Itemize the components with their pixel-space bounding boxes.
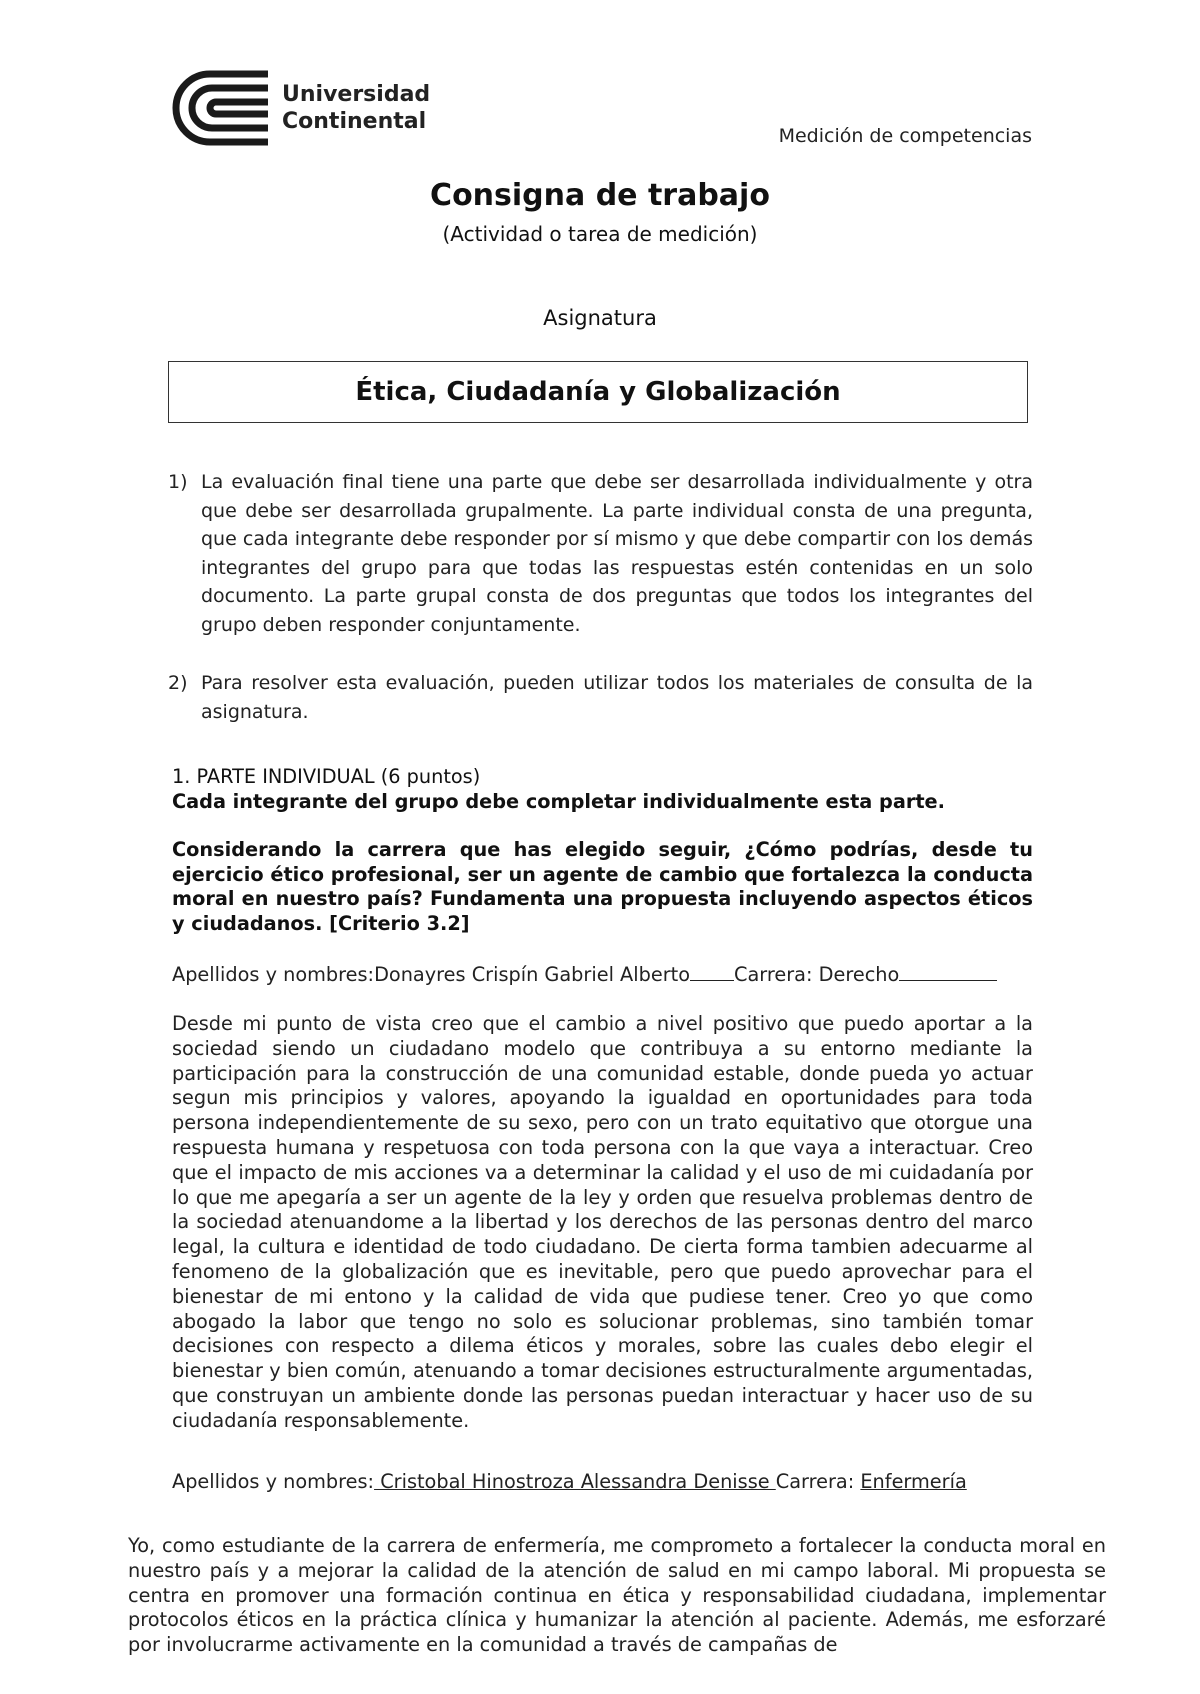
- student-name: Donayres Crispín Gabriel Alberto: [374, 963, 690, 986]
- logo-line-1: Universidad: [282, 82, 431, 107]
- student-name: Cristobal Hinostroza Alessandra Denisse: [374, 1470, 776, 1493]
- page-title: Consigna de trabajo: [430, 178, 770, 213]
- instruction-text: Para resolver esta evaluación, pueden utilizar todos los materiales de consulta de la asignatura.: [201, 672, 1033, 723]
- course-title: Ética, Ciudadanía y Globalización: [355, 377, 841, 407]
- underline-blank: [690, 962, 734, 981]
- part-heading: 1. PARTE INDIVIDUAL (6 puntos): [172, 765, 481, 788]
- university-logo-icon: [172, 70, 272, 146]
- header-label: Medición de competencias: [778, 125, 1032, 147]
- course-title-box: [168, 361, 1028, 423]
- instruction-number: 1): [168, 471, 188, 493]
- asignatura-label: Asignatura: [543, 306, 657, 330]
- logo-wordmark: [282, 81, 430, 135]
- instruction-item: [168, 468, 1033, 639]
- instruction-number: 2): [168, 672, 188, 694]
- name-label: Apellidos y nombres:: [172, 963, 375, 986]
- career-label: Carrera:: [734, 963, 813, 986]
- career-value: Derecho: [818, 963, 900, 986]
- logo-line-2: Continental: [282, 109, 427, 134]
- instruction-item: [168, 669, 1033, 726]
- underline-blank: [899, 962, 997, 981]
- question-text: Considerando la carrera que has elegido seguir, ¿Cómo podrías, desde tu ejercicio ético profesional, ser un agente de cambio que fortalezca la conducta moral en nuestro país? Fundamenta una propuesta incluyendo aspectos éticos y ciudadanos. [Criterio 3.2]: [172, 838, 1033, 935]
- career-label: Carrera:: [775, 1470, 855, 1493]
- student-1-answer: Desde mi punto de vista creo que el cambio a nivel positivo que puedo aportar a la sociedad siendo un ciudadano modelo que contribuya a su entorno mediante la participación para la construcción de una comunidad estable, donde pueda yo actuar segun mis principios y valores, apoyando la igualdad en oportunidades para toda persona independientemente de su sexo, pero con un trato equitativo que otorgue una respuesta humana y respetuosa con toda persona con la que vaya a interactuar. Creo que el impacto de mis acciones va a determinar la calidad y el uso de mi cuidadanía por lo que me apegaría a ser un agente de la ley y orden que resuelva problemas dentro de la sociedad atenuandome a la libertad y los derechos de las personas dentro del marco legal, la cultura e identidad de todo ciudadano. De cierta forma tambien adecuarme al fenomeno de la globalización que es inevitable, pero que puedo aprovechar para el bienestar de mi entono y la calidad de vida que pudiese tener. Creo yo que como abogado la labor que tengo no solo es solucionar problemas, sino también tomar decisiones con respecto a dilema éticos y morales, sobre las cuales debo elegir el bienestar y bien común, atenuando a tomar decisiones estructuralmente argumentadas, que construyan un ambiente donde las personas puedan interactuar y hacer uso de su ciudadanía responsablemente.: [172, 1012, 1033, 1432]
- page-subtitle: (Actividad o tarea de medición): [442, 222, 758, 246]
- university-logo: [172, 70, 430, 146]
- career-value: Enfermería: [860, 1470, 967, 1493]
- instruction-text: La evaluación final tiene una parte que debe ser desarrollada individualmente y otra que debe ser desarrollada grupalmente. La parte individual consta de una pregunta, que cada integrante debe responder por sí mismo y que debe compartir con los demás integrantes del grupo para que todas las respuestas estén contenidas en un solo documento. La parte grupal consta de dos preguntas que todos los integrantes del grupo deben responder conjuntamente.: [201, 471, 1033, 636]
- student-2-name-row: [172, 1470, 1033, 1495]
- student-1-name-row: [172, 962, 1033, 988]
- name-label: Apellidos y nombres:: [172, 1470, 375, 1493]
- part-subheading: Cada integrante del grupo debe completar individualmente esta parte.: [172, 790, 945, 813]
- student-2-answer: Yo, como estudiante de la carrera de enfermería, me comprometo a fortalecer la conducta moral en nuestro país y a mejorar la calidad de la atención de salud en mi campo laboral. Mi propuesta se centra en promover una formación continua en ética y responsabilidad ciudadana, implementar protocolos éticos en la práctica clínica y humanizar la atención al paciente. Además, me esforzaré por involucrarme activamente en la comunidad a través de campañas de: [128, 1534, 1106, 1657]
